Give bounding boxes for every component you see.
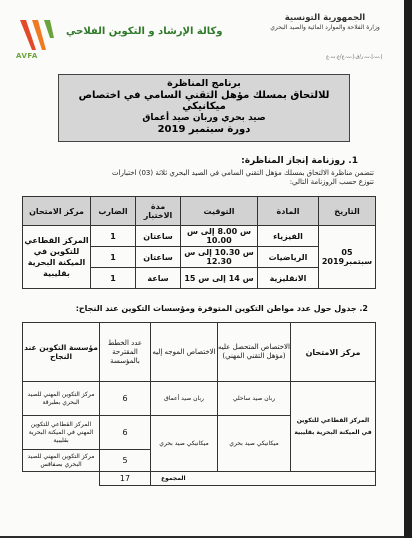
target-cell: ربان صيد أعماق	[151, 382, 218, 416]
col-exam-center: مركز الامتحان	[291, 323, 376, 382]
target-cell: ميكانيكي صيد بحري	[151, 416, 218, 472]
title-line-4: دورة سبتمبر 2019	[157, 124, 251, 135]
total-row	[23, 472, 376, 486]
col-target: الاختصاص الموجه إليه	[151, 323, 218, 382]
subject-cell: الفيزياء	[258, 226, 319, 247]
reference-code: إ.ت.إ.ت.ر/ق.إ.ت.ع/ع.ت.ع	[326, 54, 382, 60]
subject-cell: الرياضيات	[258, 247, 319, 268]
duration-cell: ساعتان	[136, 247, 181, 268]
col-count: عدد الخطط المقترحة بالمؤسسة	[100, 323, 151, 382]
title-line-2: للالتحاق بمسلك مؤهل التقني السامي في اختصاص ميكانيكي	[78, 89, 330, 112]
col-date: التاريخ	[319, 197, 376, 226]
table-row	[23, 382, 376, 416]
empty-cell	[23, 472, 100, 486]
title-line-1: برنامج المناظرة	[167, 78, 241, 89]
duration-cell: ساعة	[136, 268, 181, 289]
col-center: مركز الامتحان	[23, 197, 91, 226]
ministry-block	[260, 14, 390, 32]
section-1-heading: 1. روزنامة إنجاز المناظرة:	[241, 156, 358, 166]
coef-cell: 1	[91, 247, 136, 268]
table-row	[23, 226, 376, 247]
col-coef: الضارب	[91, 197, 136, 226]
obtained-cell: ربان صيد ساحلي	[218, 382, 291, 416]
section-1-line-1: تتضمن مناظرة الالتحاق بمسلك مؤهل التقني السامي في الصيد البحري ثلاثة (03) اختبارات	[111, 169, 374, 177]
agency-name: وكالة الإرشاد و التكوين الفلاحي	[66, 26, 223, 37]
section-1-line-2: تتوزع حسب الروزنامة التالي:	[289, 178, 374, 186]
republic-label: الجمهورية التونسية	[284, 13, 366, 23]
exam-center: المركز القطاعي للتكوين في الميكنة البحرية بقليبية	[23, 226, 91, 289]
coef-cell: 1	[91, 226, 136, 247]
count-cell: 6	[100, 382, 151, 416]
schedule-table	[22, 196, 376, 289]
institution-cell: المركز القطاعي للتكوين المهني في الميكنة البحرية بقليبية	[23, 416, 100, 450]
col-obtained: الاختصاص المتحصل عليه (مؤهل التقني المهني)	[218, 323, 291, 382]
duration-cell: ساعتان	[136, 226, 181, 247]
time-cell: س 14 إلى س 15	[181, 268, 258, 289]
section-1-text	[24, 169, 374, 187]
schedule-header-row	[23, 197, 376, 226]
title-line-3: صيد بحري وربان صيد أعماق	[142, 112, 266, 123]
total-value: 17	[100, 472, 151, 486]
training-table	[22, 322, 376, 486]
col-subject: المادة	[258, 197, 319, 226]
schedule-date: 05 سبتمبر2019	[319, 226, 376, 289]
institution-cell: مركز التكوين المهني للصيد البحري بطبرقة	[23, 382, 100, 416]
col-institution: مؤسسة التكوين عند النجاح	[23, 323, 100, 382]
time-cell: س 10.30 إلى س 12.30	[181, 247, 258, 268]
obtained-cell: ميكانيكي صيد بحري	[218, 416, 291, 472]
total-label: المجموع	[151, 472, 376, 486]
training-header-row	[23, 323, 376, 382]
logo-text: AVFA	[16, 52, 38, 60]
ministry-label: وزارة الفلاحة والموارد المائية والصيد البحري	[270, 24, 380, 31]
viewer-edge	[404, 0, 412, 538]
training-center: المركز القطاعي للتكوين في الميكنة البحرية بقليبية	[291, 382, 376, 472]
col-time: التوقيت	[181, 197, 258, 226]
section-2-heading: 2. جدول حول عدد مواطن التكوين المتوفرة ومؤسسات التكوين عند النجاح:	[75, 304, 368, 313]
subject-cell: الانقليزية	[258, 268, 319, 289]
count-cell: 5	[100, 450, 151, 472]
coef-cell: 1	[91, 268, 136, 289]
time-cell: س 8.00 إلى س 10.00	[181, 226, 258, 247]
institution-cell: مركز التكوين المهني للصيد البحري بصفاقس	[23, 450, 100, 472]
count-cell: 6	[100, 416, 151, 450]
title-box	[58, 74, 350, 142]
col-duration: مدة الاختبار	[136, 197, 181, 226]
